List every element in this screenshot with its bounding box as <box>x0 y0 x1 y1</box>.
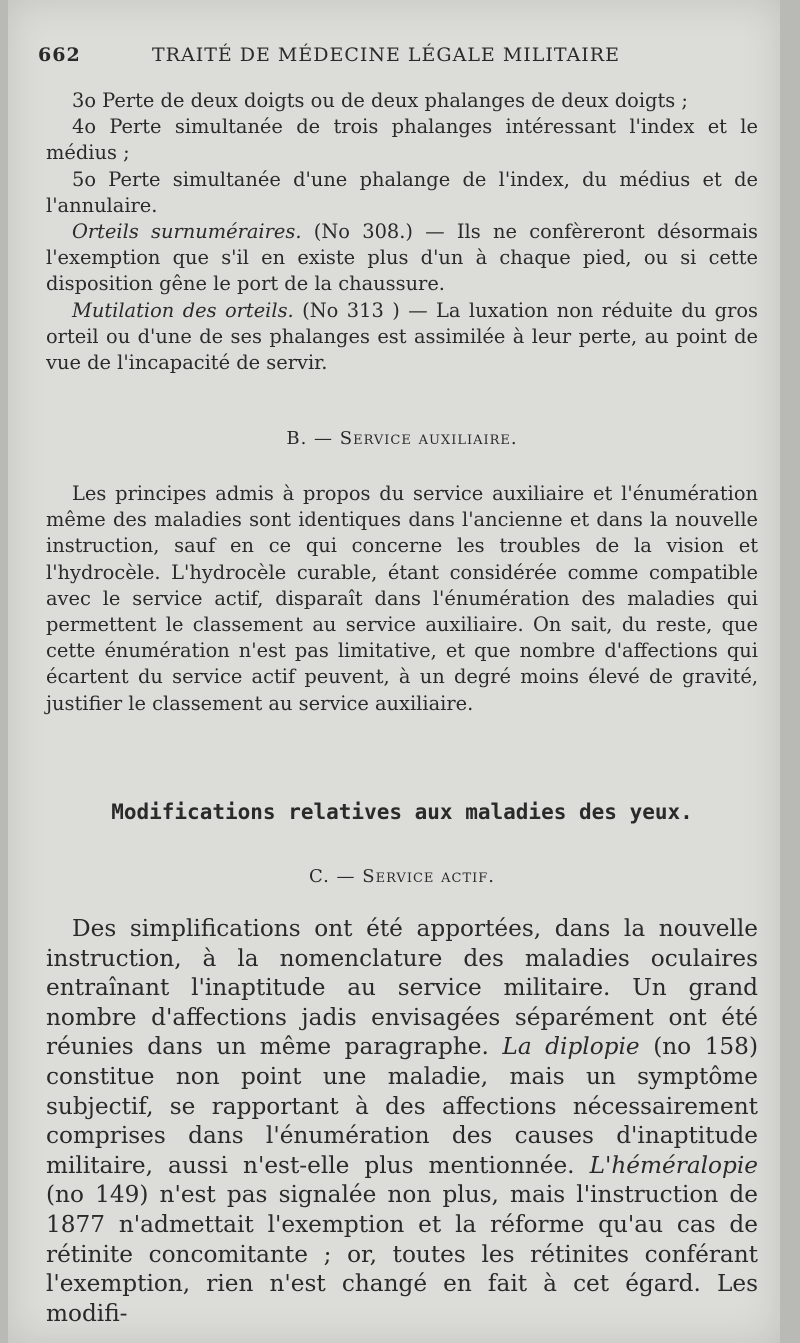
orteils-title: Orteils surnuméraires. <box>72 220 302 244</box>
section-c-text-a: Des simplifications ont été apportées, dans la nouvelle instruction, à la nomenclature des maladies oculaires entraînant l'inaptitude au service militaire. Un grand nombre d'affections jadis envisagées séparément ont été réunies dans un même paragraphe. <box>46 915 758 1061</box>
mutilation-title: Mutilation des orteils. <box>72 298 294 322</box>
section-b-letter: B. — <box>286 428 340 449</box>
running-title: TRAITÉ DE MÉDECINE LÉGALE MILITAIRE <box>152 44 620 66</box>
mutilation-paragraph <box>46 298 758 377</box>
section-b-heading <box>46 428 758 449</box>
hemeralopie-term: L'héméralopie <box>589 1151 758 1179</box>
book-page <box>8 0 780 1343</box>
top-section <box>46 88 758 376</box>
section-c-text-b: (no 158) constitue non point une maladie, mais un symptôme subjectif, se rapportant à des affections nécessairement comprises dans l'énumération des causes d'inaptitude militaire, aussi n'est-elle plus mentionnée. <box>46 1033 758 1179</box>
section-b-title: Service auxiliaire. <box>339 428 518 449</box>
section-c-letter: C. — <box>308 866 363 887</box>
list-item-4: 4o Perte simultanée de trois phalanges intéressant l'index et le médius ; <box>46 115 758 165</box>
section-c-title: Service actif. <box>362 866 495 887</box>
section-b-paragraph: Les principes admis à propos du service auxiliaire et l'énumération même des maladies sont identiques dans l'ancienne et dans la nouvelle instruction, sauf en ce qui concerne les troubles de la vision et l'hydrocèle. L'hydrocèle curable, étant considérée comme compatible avec le service actif, disparaît dans l'énumération des maladies qui permettent le classement au service auxiliaire. On sait, du reste, que cette énumération n'est pas limitative, et que nombre d'affections qui écartent du service actif peuvent, à un degré moins élevé de gravité, justifier le classement au service auxiliaire. <box>46 482 758 715</box>
list-item-3: 3o Perte de deux doigts ou de deux phalanges de deux doigts ; <box>72 89 688 112</box>
diplopie-term: La diplopie <box>502 1033 640 1061</box>
orteils-paragraph <box>46 219 758 298</box>
section-c-heading <box>46 866 758 887</box>
mutilation-text: (No 313 ) — La luxation non réduite du gros orteil ou d'une de ses phalanges est assimilée à leur perte, au point de vue de l'incapacité de servir. <box>46 298 758 375</box>
section-b-body <box>46 481 758 717</box>
section-c-body <box>46 914 758 1328</box>
page-number: 662 <box>38 44 81 66</box>
section-c-paragraph <box>46 914 758 1328</box>
orteils-text: (No 308.) — Ils ne confèreront désormais l'exemption que s'il en existe plus d'un à chaque pied, ou si cette disposition gêne le port de la chaussure. <box>46 220 758 296</box>
list-item-5: 5o Perte simultanée d'une phalange de l'index, du médius et de l'annulaire. <box>46 167 758 217</box>
modifications-heading: Modifications relatives aux maladies des yeux. <box>111 800 693 824</box>
section-c-text-c: (no 149) n'est pas signalée non plus, mais l'instruction de 1877 n'admettait l'exemption et la réforme qu'au cas de rétinite concomitante ; or, toutes les rétinites conférant l'exemption, rien n'est changé en fait à cet égard. Les modifi- <box>46 1181 758 1327</box>
